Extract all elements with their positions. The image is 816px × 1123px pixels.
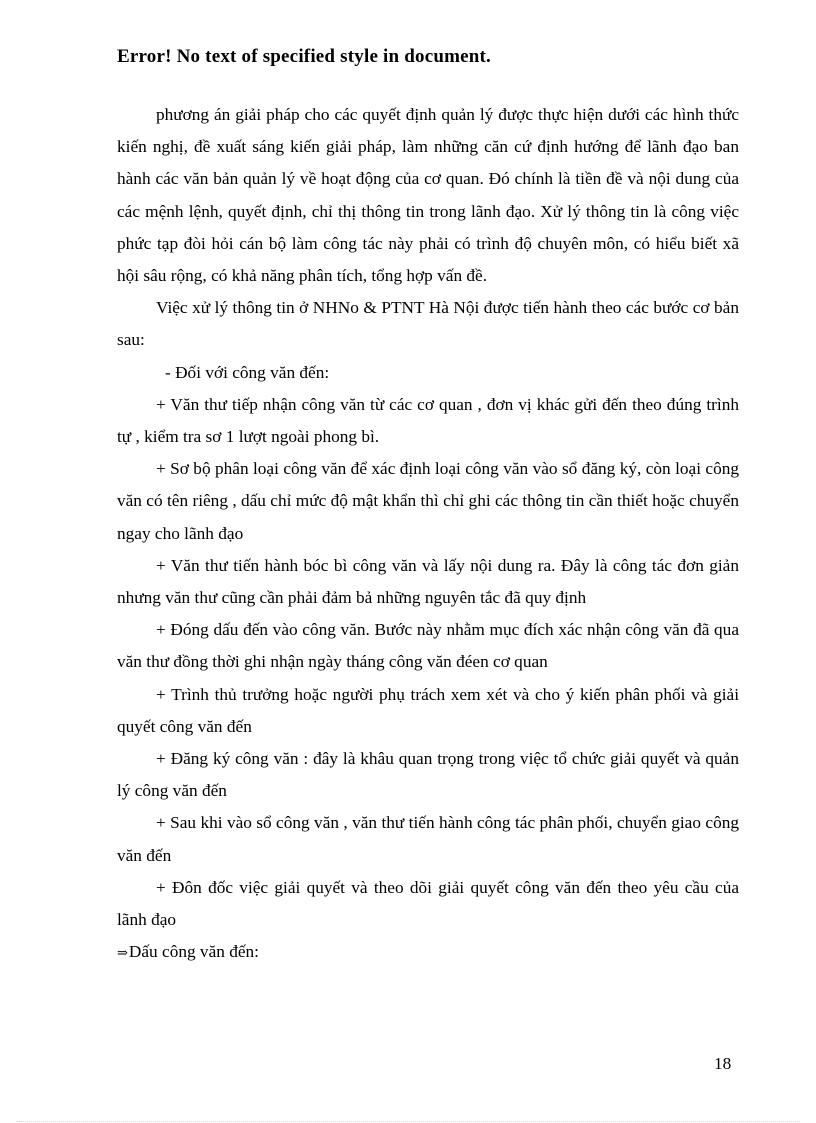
list-item-step-2: + Sơ bộ phân loại công văn để xác định loại công văn vào sổ đăng ký, còn loại công văn có tên riêng , dấu chỉ mức độ mật khẩn thì chỉ ghi các thông tin cần thiết hoặc chuyển ngay cho lãnh đạo (117, 459, 739, 543)
list-item-step-5: + Trình thủ trưởng hoặc người phụ trách xem xét và cho ý kiến phân phối và giải quyết công văn đến (117, 684, 739, 736)
list-item-step-1: + Văn thư tiếp nhận công văn từ các cơ quan , đơn vị khác gửi đến theo đúng trình tự , kiểm tra sơ 1 lượt ngoài phong bì. (117, 394, 739, 447)
closing-line (117, 936, 739, 969)
page-bottom-divider (16, 1121, 800, 1122)
double-arrow-icon: ⇒ (117, 945, 128, 961)
list-heading-incoming: - Đối với công văn đến: (165, 362, 330, 382)
paragraph-process: Việc xử lý thông tin ở NHNo & PTNT Hà Nội được tiến hành theo các bước cơ bản sau: (117, 298, 739, 350)
closing-text: Dấu công văn đến: (128, 942, 259, 962)
paragraph-intro: phương án giải pháp cho các quyết định quản lý được thực hiện dưới các hình thức kiến nghị, đề xuất sáng kiến giải pháp, làm những căn cứ định hướng để lãnh đạo ban hành các văn bản quản lý về hoạt động của cơ quan. Đó chính là tiền đề và nội dung của các mệnh lệnh, quyết định, chỉ thị thông tin trong lãnh đạo. Xử lý thông tin là công việc phức tạp đòi hỏi cán bộ làm công tác này phải có trình độ chuyên môn, có hiểu biết xã hội sâu rộng, có khả năng phân tích, tổng hợp vấn đề. (117, 105, 739, 286)
list-item-step-6: + Đăng ký công văn : đây là khâu quan trọng trong việc tổ chức giải quyết và quản lý công văn đến (117, 749, 739, 801)
list-item-step-8: + Đôn đốc việc giải quyết và theo dõi giải quyết công văn đến theo yêu cầu của lãnh đạo (117, 877, 739, 930)
body-text (117, 99, 739, 969)
running-header: Error! No text of specified style in document. (117, 46, 492, 67)
list-item-step-7: + Sau khi vào sổ công văn , văn thư tiến hành công tác phân phối, chuyển giao công văn đến (117, 813, 739, 865)
list-item-step-4: + Đóng dấu đến vào công văn. Bước này nhằm mục đích xác nhận công văn đã qua văn thư đồng thời ghi nhận ngày tháng công văn đéen cơ quan (117, 620, 739, 672)
list-item-step-3: + Văn thư tiến hành bóc bì công văn và lấy nội dung ra. Đây là công tác đơn giản nhưng văn thư cũng cần phải đảm bả những nguyên tắc đã quy định (117, 555, 739, 608)
page-number: 18 (714, 1054, 732, 1073)
